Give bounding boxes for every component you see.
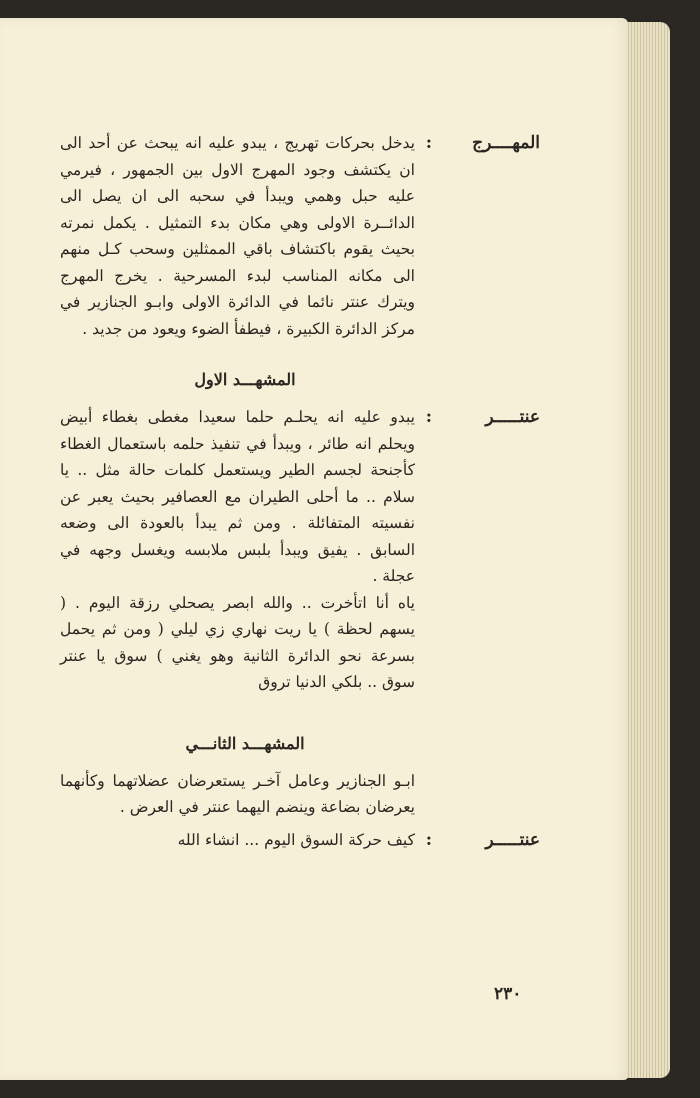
scene-title-first: المشهـــد الاول (194, 370, 296, 389)
dialogue-line: ياه أنا اتأخرت .. والله ابصر يصحلي رزقة اليوم . ( يسهم لحظة ) يا ريت نهاري زي ليلي ( ومن ثم يحمل بسرعة نحو الدائرة الثانية وهو يغني ) سوق يا عنتر سوق .. بلكي الدنيا تروق (60, 593, 415, 691)
entry-antar-2 (60, 827, 540, 854)
scene-narration: ابـو الجنازير وعامل آخـر يستعرضان عضلاتهما وكأنهما يعرضان بضاعة وينضم اليهما عنتر في العرض . (60, 771, 415, 816)
speaker-colon: : (425, 133, 432, 153)
page-number: ٢٣٠ (494, 984, 522, 1004)
speaker-name: عنتـــــر (485, 407, 540, 427)
stage-direction: يبدو عليه انه يحلـم حلما سعيدا مغطى بغطاء أبيض ويحلم انه طائر ، ويبدأ في تنفيذ حلمه باستعمال الغطاء كأجنحة لجسم الطير ويستعمل كلمات حالة مثل .. يا سلام .. ما أحلى الطيران مع العصافير بحيث يعبر عن نفسيته المتفائلة . ومن ثم يبدأ بالعودة الى وضعه السابق . يفيق ويبدأ بلبس ملابسه ويغسل وجهه في عجلة . (60, 408, 415, 585)
stage-direction: يدخل بحركات تهريج ، يبدو عليه انه يبحث عن أحد الى ان يكتشف وجود المهرج الاول بين الجمهور ، فيرمي عليه حبل وهمي ويبدأ في سحبه الى ان يصل الى الدائــرة الاولى وهي مكان بدء التمثيل . يكمل نمرته بحيث يقوم باكتشاف باقي الممثلين وسحب كـل منهم الى مكانه المناسب لبدء المسرحية . يخرج المهرج ويترك عنتر نائما في الدائرة الاولى وابـو الجنازير في مركز الدائرة الكبيرة ، فيطفأ الضوء ويعود من جديد . (60, 134, 415, 338)
play-text (60, 130, 540, 853)
book-page (0, 18, 628, 1080)
speaker-colon: : (425, 407, 432, 427)
entry-clown (60, 130, 540, 342)
speaker-colon: : (425, 829, 432, 850)
scene-title-second: المشهـــد الثانـــي (185, 733, 305, 753)
entry-antar (60, 404, 540, 696)
speaker-name: المهــــرج (472, 133, 540, 153)
speaker-name: عنتـــــر (485, 829, 540, 850)
dialogue-line: كيف حركة السوق اليوم ... انشاء الله (177, 830, 415, 849)
